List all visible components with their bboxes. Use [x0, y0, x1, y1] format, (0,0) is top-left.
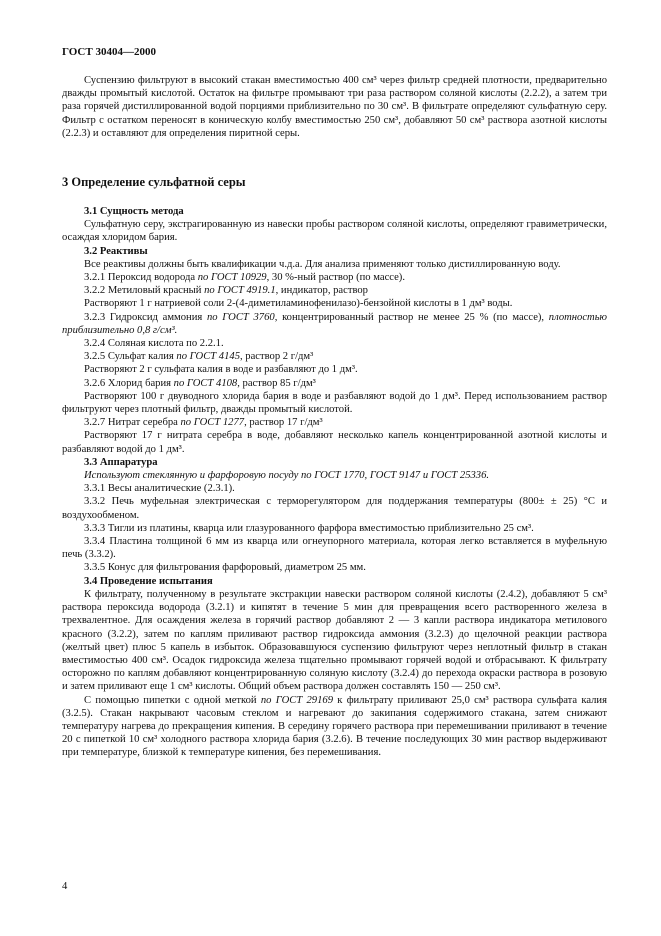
heading-3-4: 3.4 Проведение испытания — [84, 575, 213, 587]
heading-3-1: 3.1 Сущность метода — [84, 206, 184, 217]
heading-3-2: 3.2 Реактивы — [84, 245, 148, 257]
item-3-2-6-text: Растворяют 100 г двуводного хлорида бария в воде и разбавляют водой до 1 дм³. Перед использованием раствор фильтруют через плотный фильтр, дважды промытый кислотой. — [62, 390, 607, 416]
item-3-3-2: 3.3.2 Печь муфельная электрическая с терморегулятором для поддержания температуры (800± ± 25) °С и воздухообменом. — [62, 496, 607, 521]
intro-block — [62, 74, 607, 140]
section-body — [62, 205, 607, 760]
item-3-2-7-text: Растворяют 17 г нитрата серебра в воде, добавляют несколько капель концентрированной азотной кислоты и разбавляют водой до 1 дм³. — [62, 430, 607, 455]
page-number: 4 — [62, 881, 68, 892]
item-3-3-4: 3.3.4 Пластина толщиной 6 мм из кварца или огнеупорного материала, которая легко вставляется в муфельную печь (3.3.2). — [62, 536, 607, 561]
running-header: ГОСТ 30404—2000 — [62, 46, 156, 58]
paragraph-3-1: Сульфатную серу, экстрагированную из навески пробы раствором соляной кислоты, определяют гравиметрически, осаждая хлоридом бария. — [62, 219, 607, 244]
paragraph-3-4-1: К фильтрату, полученному в результате экстракции навески раствором соляной кислоты (2.4.2), добавляют 5 см³ раствора пероксида водорода (3.2.1) и кипятят в течение 5 мин для превращения всего растворенного железа в трехвалентное. Для осаждения железа в горячий раствор добавляют 2 — 3 капли раствора индикатора метилового красного (3.2.2), затем по каплям приливают раствор гидроксида аммония (3.2.3) до щелочной реакции раствора (желтый цвет) плюс 5 капель в избыток. Образовавшуюся суспензию фильтруют через неплотный фильтр в стакан вместимостью 400 см³. Осадок гидроксида железа тщательно промывают горячей водой и отбрасывают. К фильтрату осторожно по каплям добавляют концентрированную соляную кислоту (3.2.4) до перехода окраски раствора в розовую и затем приливают еще 1 см³ кислоты. Общий объем раствора должен составлять 150 — 250 см³. — [62, 588, 607, 693]
item-3-2-1: 3.2.1 Пероксид водорода по ГОСТ 10929, 30 %-ный раствор (по массе). — [84, 272, 405, 284]
paragraph-3-2-intro: Все реактивы должны быть квалификации ч.д.а. Для анализа применяют только дистиллированную воду. — [84, 258, 561, 270]
item-3-2-5: 3.2.5 Сульфат калия по ГОСТ 4145, раствор 2 г/дм³ — [84, 351, 314, 363]
paragraph-3-3-intro: Используют стеклянную и фарфоровую посуду по ГОСТ 1770, ГОСТ 9147 и ГОСТ 25336. — [84, 470, 490, 482]
item-3-2-3: 3.2.3 Гидроксид аммония по ГОСТ 3760, концентрированный раствор не менее 25 % (по массе), плотностью приблизительно 0,8 г/см³. — [62, 311, 607, 336]
item-3-2-4: 3.2.4 Соляная кислота по 2.2.1. — [84, 338, 224, 350]
item-3-3-3: 3.3.3 Тигли из платины, кварца или глазурованного фарфора вместимостью приблизительно 25 см³. — [84, 522, 534, 534]
item-3-2-5-text: Растворяют 2 г сульфата калия в воде и разбавляют до 1 дм³. — [84, 364, 358, 376]
item-3-3-1: 3.3.1 Весы аналитические (2.3.1). — [84, 483, 235, 495]
item-3-2-7: 3.2.7 Нитрат серебра по ГОСТ 1277, раствор 17 г/дм³ — [84, 417, 323, 429]
item-3-3-5: 3.3.5 Конус для фильтрования фарфоровый, диаметром 25 мм. — [84, 562, 366, 574]
heading-3-3: 3.3 Аппаратура — [84, 456, 158, 468]
item-3-2-6: 3.2.6 Хлорид бария по ГОСТ 4108, раствор 85 г/дм³ — [84, 377, 316, 389]
item-3-2-2-text: Растворяют 1 г натриевой соли 2-(4-диметиламинофенилазо)-бензойной кислоты в 1 дм³ воды. — [84, 298, 513, 310]
intro-paragraph: Суспензию фильтруют в высокий стакан вместимостью 400 см³ через фильтр средней плотности, предварительно дважды промытый кислотой. Остаток на фильтре промывают три раза раствором соляной кислоты (2.2.2), а затем три раза горячей дистиллированной водой порциями приблизительно по 30 см³. В фильтрате определяют сульфатную серу. Фильтр с остатком переносят в коническую колбу вместимостью 250 см³, добавляют 50 см³ раствора азотной кислоты (2.2.3) и оставляют для определения пиритной серы. — [62, 75, 607, 139]
item-3-2-2: 3.2.2 Метиловый красный по ГОСТ 4919.1, индикатор, раствор — [84, 285, 368, 297]
paragraph-3-4-2: С помощью пипетки с одной меткой по ГОСТ 29169 к фильтрату приливают 25,0 см³ раствора сульфата калия (3.2.5). Стакан накрывают часовым стеклом и нагревают до закипания содержимого стакана, затем снижают температуру нагрева до прекращения кипения. В середину горячего раствора при перемешивании приливают в течение 20 с пипеткой 10 см³ холодного раствора хлорида бария (3.2.6). В течение последующих 30 мин раствор выдерживают при температуре, близкой к температуре кипения, без перемешивания. — [62, 694, 607, 759]
section-title: 3 Определение сульфатной серы — [62, 175, 246, 189]
